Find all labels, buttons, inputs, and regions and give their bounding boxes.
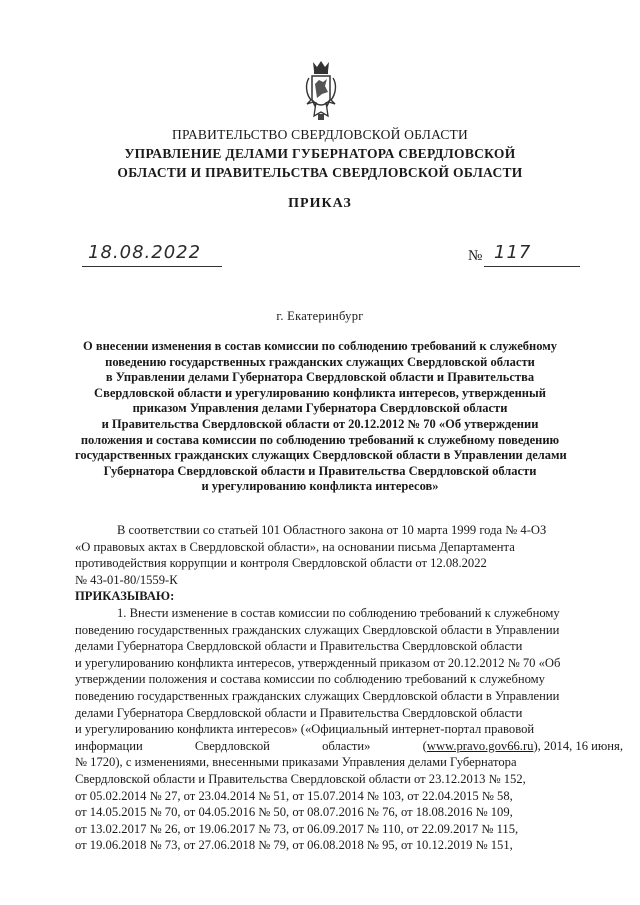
preamble-line: «О правовых актах в Свердловской области», на основании письма Департамента (75, 539, 515, 554)
paragraph-line: и урегулированию конфликта интересов, утвержденный приказом от 20.12.2012 № 70 «Об (75, 655, 561, 670)
number-label: № (468, 248, 483, 264)
paragraph-line: делами Губернатора Свердловской области и Правительства Свердловской области (75, 705, 523, 720)
paragraph-line: поведению государственных гражданских служащих Свердловской области в Управлении (75, 688, 560, 703)
department-heading (0, 144, 640, 182)
paragraph-line: № 1720), с изменениями, внесенными приказами Управления делами Губернатора (75, 755, 517, 770)
text-fragment: информации (75, 738, 143, 753)
title-line: и урегулированию конфликта интересов» (201, 479, 439, 494)
paragraph-line: поведению государственных гражданских служащих Свердловской области в Управлении (75, 622, 560, 637)
handwritten-date: 18.08.2022 (88, 242, 202, 263)
paragraph-line: от 13.02.2017 № 26, от 19.06.2017 № 73, от 06.09.2017 № 110, от 22.09.2017 № 115, (75, 821, 519, 836)
title-line: О внесении изменения в состав комиссии по соблюдению требований к служебному (83, 339, 557, 353)
title-line: и Правительства Свердловской области от 20.12.2012 № 70 «Об утверждении (101, 416, 539, 431)
order-word: ПРИКАЗЫВАЮ: (75, 589, 175, 604)
document-body (75, 522, 623, 854)
department-heading-line-2: ОБЛАСТИ И ПРАВИТЕЛЬСТВА СВЕРДЛОВСКОЙ ОБЛАСТИ (117, 165, 523, 180)
paragraph-line-justified (75, 738, 623, 755)
department-heading-line-1: УПРАВЛЕНИЕ ДЕЛАМИ ГУБЕРНАТОРА СВЕРДЛОВСКОЙ (124, 146, 516, 161)
paragraph-line: от 05.02.2014 № 27, от 23.04.2014 № 51, от 15.07.2014 № 103, от 22.04.2015 № 58, (75, 788, 513, 803)
title-line: Свердловской области и урегулированию конфликта интересов, утвержденный (94, 385, 546, 400)
preamble-line: В соответствии со статьей 101 Областного закона от 10 марта 1999 года № 4-ОЗ (117, 523, 547, 537)
title-line: государственных гражданских служащих Свердловской области в Управлении делами (75, 448, 567, 463)
number-field (484, 242, 580, 267)
paragraph-line: от 14.05.2015 № 70, от 04.05.2016 № 50, от 08.07.2016 № 76, от 18.08.2016 № 109, (75, 805, 513, 820)
title-line: в Управлении делами Губернатора Свердловской области и Правительства (105, 370, 535, 385)
preamble-line: противодействия коррупции и контроля Свердловской области от 12.08.2022 (75, 556, 487, 571)
coat-of-arms-emblem-icon (303, 58, 339, 124)
paragraph-line: делами Губернатора Свердловской области и Правительства Свердловской области (75, 639, 523, 654)
text-fragment: Свердловской (194, 738, 270, 753)
date-field (82, 242, 222, 267)
handwritten-number: 117 (494, 242, 532, 263)
paragraph-line: и урегулированию конфликта интересов» («Официальный интернет-портал правовой (75, 722, 535, 737)
preamble-line: № 43-01-80/1559-К (75, 572, 178, 587)
title-line: положения и состава комиссии по соблюдению требований к служебному поведению (80, 432, 560, 447)
document-type-heading: ПРИКАЗ (288, 196, 352, 211)
text-fragment: области» (322, 738, 371, 753)
pravo-portal-link[interactable]: www.pravo.gov66.ru (426, 738, 534, 753)
paragraph-line: от 19.06.2018 № 73, от 27.06.2018 № 79, от 06.08.2018 № 95, от 10.12.2019 № 151, (75, 838, 513, 853)
link-fragment: (www.pravo.gov66.ru), 2014, 16 июня, (422, 738, 623, 753)
city-line: г. Екатеринбург (276, 309, 364, 323)
title-line: поведению государственных гражданских служащих Свердловской области (105, 354, 535, 369)
paragraph-line: Свердловской области и Правительства Свердловской области от 23.12.2013 № 152, (75, 771, 526, 786)
title-line: приказом Управления делами Губернатора Свердловской области (132, 401, 508, 416)
government-heading: ПРАВИТЕЛЬСТВО СВЕРДЛОВСКОЙ ОБЛАСТИ (172, 127, 468, 142)
paragraph-line: 1. Внести изменение в состав комиссии по соблюдению требований к служебному (117, 605, 560, 620)
order-title (75, 339, 565, 495)
paragraph-line: утверждении положения и состава комиссии по соблюдению требований к служебному (75, 672, 545, 687)
title-line: Губернатора Свердловской области и Правительства Свердловской области (103, 463, 537, 478)
text-fragment: ), 2014, 16 июня, (533, 738, 623, 753)
